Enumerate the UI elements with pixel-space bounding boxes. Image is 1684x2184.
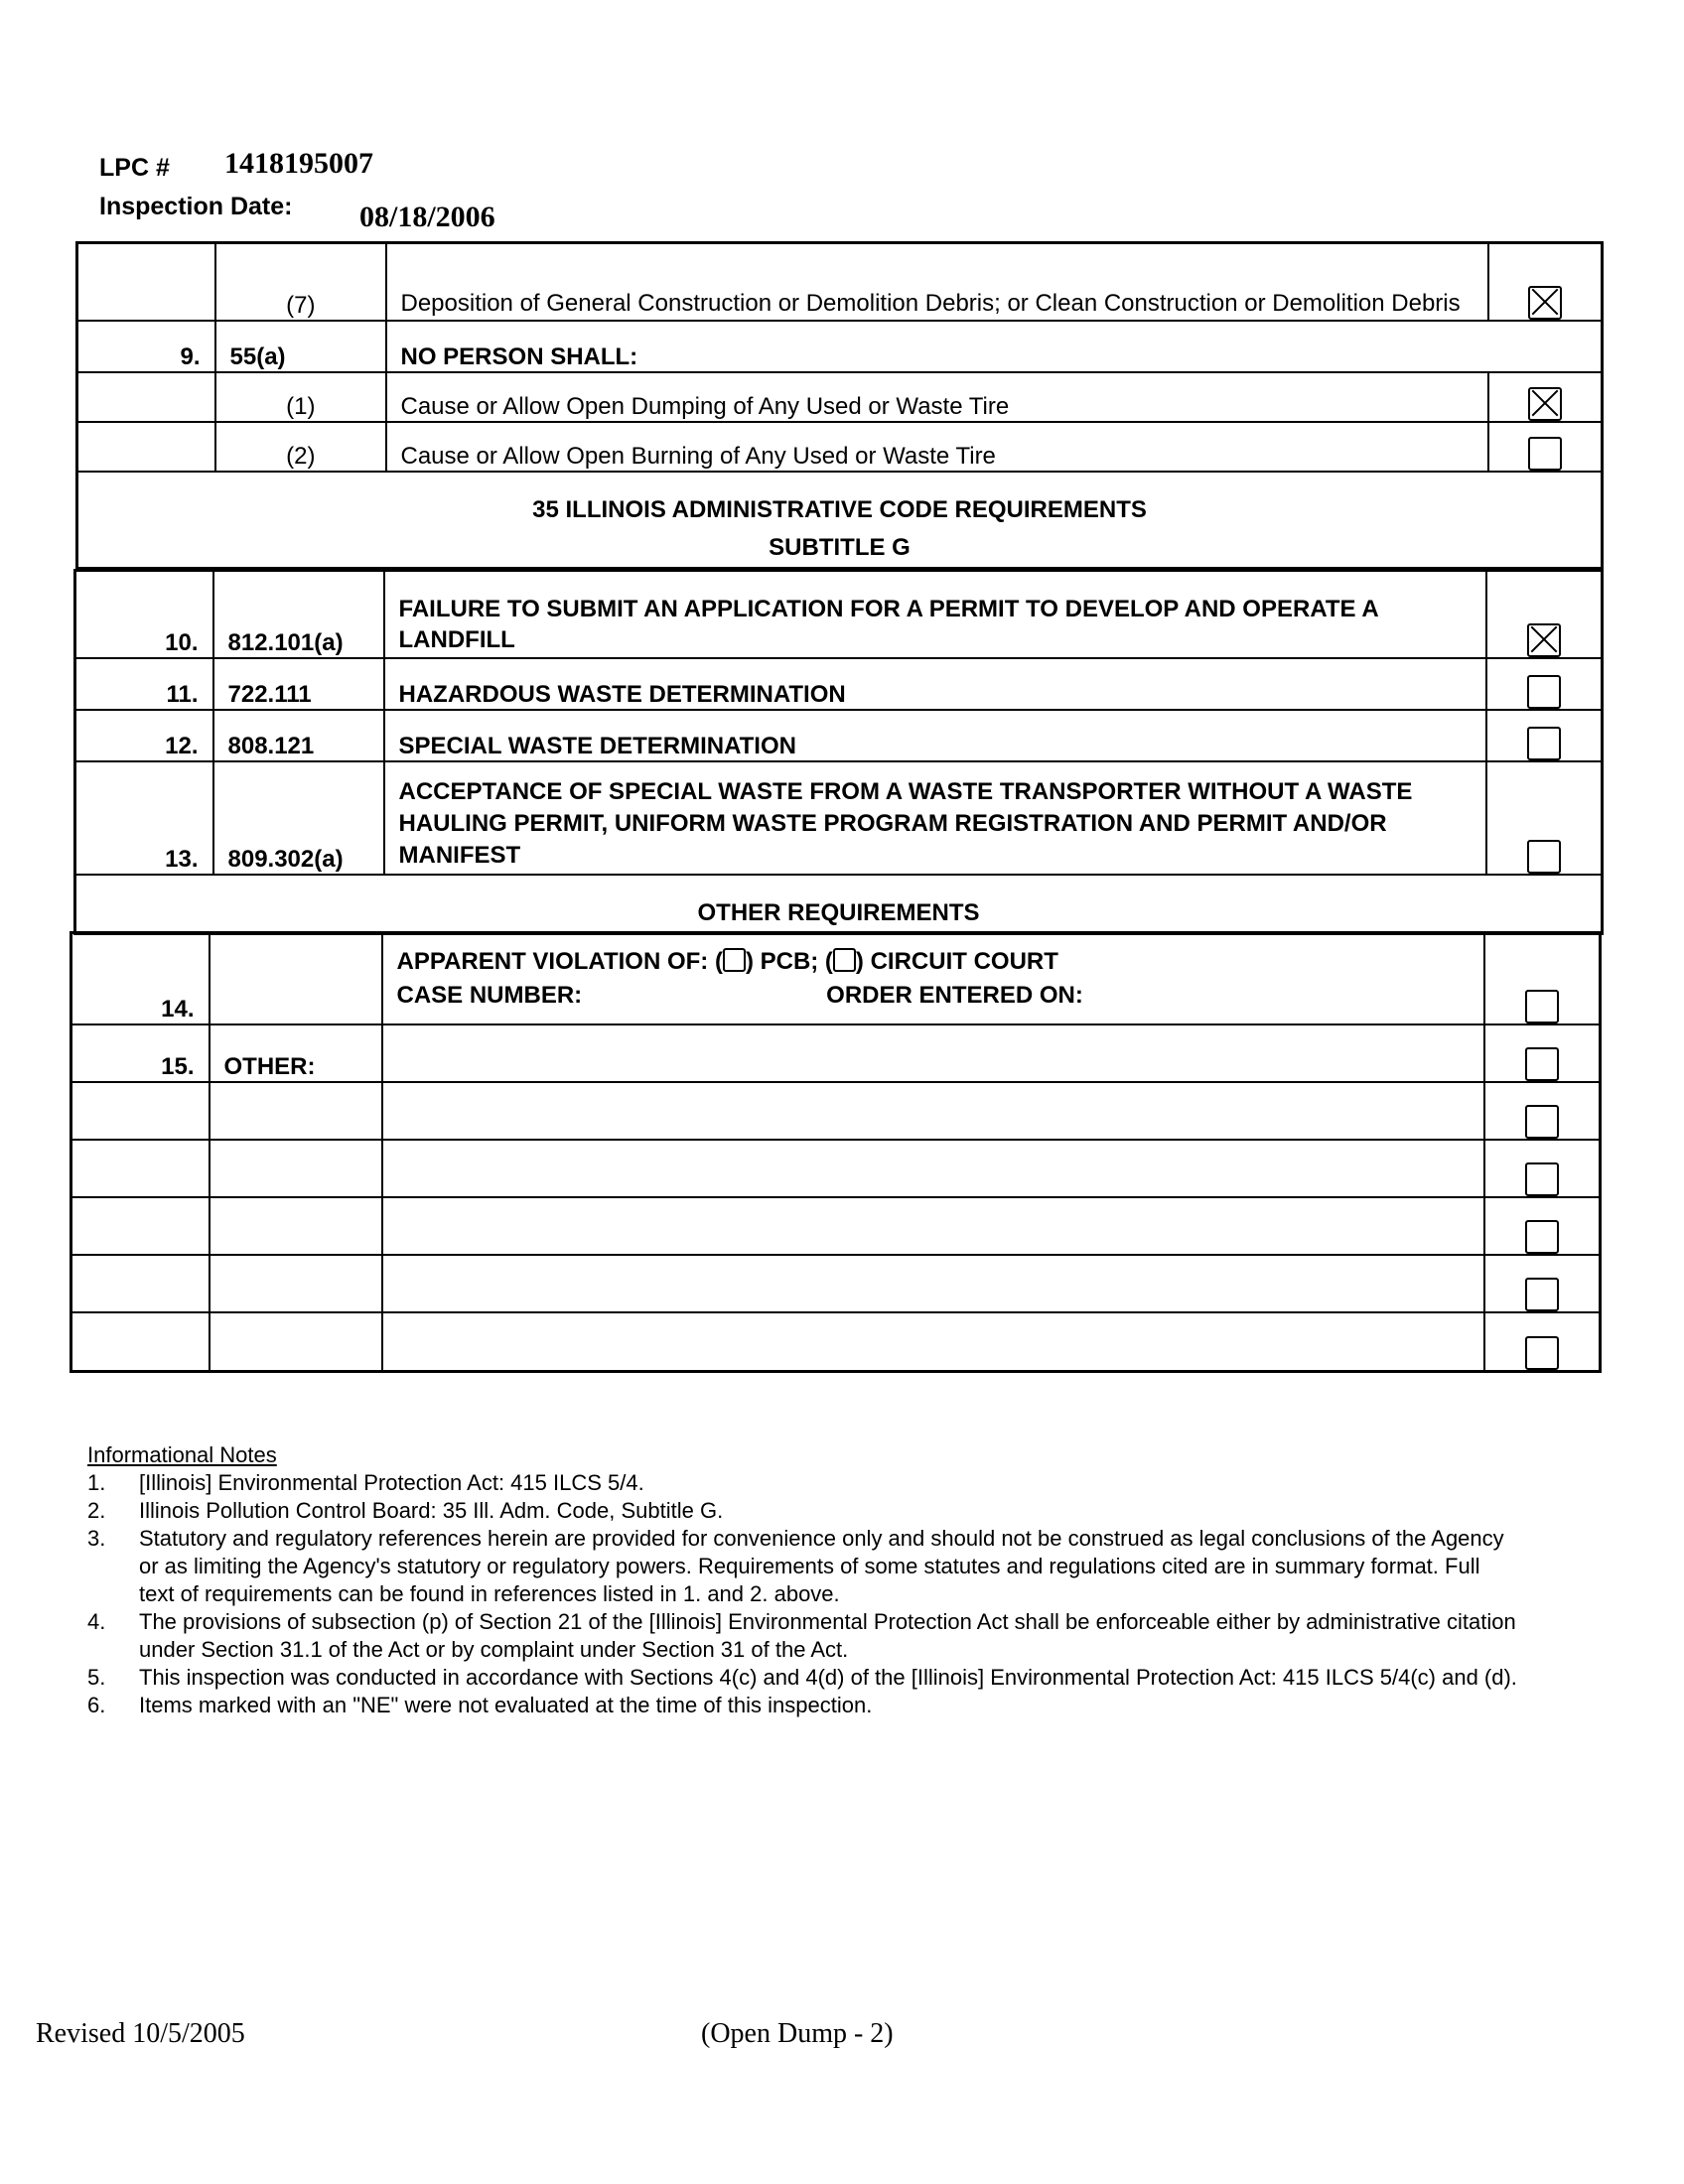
unchecked-checkbox[interactable] [1525,1162,1559,1196]
note-number: 3. [87,1526,106,1551]
unchecked-checkbox[interactable] [1527,840,1561,874]
other-requirements-table [70,931,1602,1373]
item-number [71,1140,210,1197]
item-number [77,243,215,321]
note-number: 4. [87,1609,106,1634]
lpc-value: 1418195007 [224,147,373,180]
other-description-field[interactable] [382,1140,1484,1197]
apparent-violation-line [397,945,1470,979]
note-text: [Illinois] Environmental Protection Act: 415 ILCS 5/4. [139,1470,644,1495]
item-description: NO PERSON SHALL: [386,321,1603,372]
item-description: HAZARDOUS WASTE DETERMINATION [384,658,1486,710]
item-code: (1) [215,372,386,422]
unchecked-checkbox[interactable] [1525,1105,1559,1139]
table-row [71,1140,1601,1197]
note-item [87,1664,1517,1692]
unchecked-checkbox[interactable] [1525,1047,1559,1081]
item-code: (7) [215,243,386,321]
other-description-field[interactable] [382,1197,1484,1255]
item-number [71,1197,210,1255]
item-checkbox-cell [1484,1082,1601,1140]
item-checkbox-cell [1484,1024,1601,1082]
table-row [71,1312,1601,1372]
item-checkbox-cell [1486,658,1603,710]
section-heading-subtitle-g [77,472,1603,569]
item-code: OTHER: [210,1024,382,1082]
item-number: 10. [75,571,213,658]
note-item [87,1692,1517,1719]
table-row [71,1255,1601,1312]
unchecked-checkbox[interactable] [1528,437,1562,471]
pcb-checkbox[interactable] [723,948,746,972]
pcb-label: ) PCB; ( [745,947,833,975]
item-number [71,1312,210,1372]
item-number: 14. [71,933,210,1024]
item-checkbox-cell [1486,710,1603,761]
item-code [210,1082,382,1140]
unchecked-checkbox[interactable] [1527,727,1561,760]
note-text: This inspection was conducted in accordance with Sections 4(c) and 4(d) of the [Illinois] Environmental Protection Act: 415 ILCS 5/4(c) and (d). [139,1665,1517,1690]
item-checkbox-cell [1484,1140,1601,1197]
case-number-label: CASE NUMBER: [396,981,583,1009]
item-description: ACCEPTANCE OF SPECIAL WASTE FROM A WASTE TRANSPORTER WITHOUT A WASTE HAULING PERMIT, UNIFORM WASTE PROGRAM REGISTRATION AND PERMIT AND/OR MANIFEST [384,761,1486,875]
informational-notes [87,1441,1517,1719]
item-description: FAILURE TO SUBMIT AN APPLICATION FOR A PERMIT TO DEVELOP AND OPERATE A LANDFILL [384,571,1486,658]
table-row [71,1024,1601,1082]
table-row [75,571,1603,658]
item-code [210,1312,382,1372]
table-row [77,372,1603,422]
table-row [75,761,1603,875]
note-text: Illinois Pollution Control Board: 35 Ill. Adm. Code, Subtitle G. [139,1498,724,1523]
table-row [71,1082,1601,1140]
checked-checkbox[interactable] [1528,387,1562,421]
item-description [382,933,1484,1024]
item-number [71,1082,210,1140]
note-text: Items marked with an "NE" were not evaluated at the time of this inspection. [139,1693,873,1717]
item-code [210,1255,382,1312]
item-checkbox-cell [1486,571,1603,658]
other-description-field[interactable] [382,1082,1484,1140]
item-number: 11. [75,658,213,710]
lpc-label: LPC # [99,154,170,182]
section-heading-other: OTHER REQUIREMENTS [75,875,1603,934]
section-heading-row [77,472,1603,569]
unchecked-checkbox[interactable] [1525,1278,1559,1311]
item-description: Cause or Allow Open Burning of Any Used or Waste Tire [386,422,1488,472]
table-row [71,933,1601,1024]
note-item [87,1608,1517,1664]
note-number: 5. [87,1665,106,1690]
item-description: Deposition of General Construction or Demolition Debris; or Clean Construction or Demolition Debris [386,243,1488,321]
item-number: 15. [71,1024,210,1082]
admin-code-table [73,569,1604,935]
order-entered-label: ORDER ENTERED ON: [826,981,1083,1009]
item-checkbox-cell [1484,933,1601,1024]
unchecked-checkbox[interactable] [1525,1336,1559,1370]
revised-date: Revised 10/5/2005 [36,2018,245,2049]
item-checkbox-cell [1484,1255,1601,1312]
table-row [77,321,1603,372]
table-row [75,658,1603,710]
item-code: 809.302(a) [213,761,384,875]
note-item [87,1469,1517,1497]
item-number: 9. [77,321,215,372]
unchecked-checkbox[interactable] [1525,990,1559,1024]
circuit-court-checkbox[interactable] [833,948,856,972]
case-line [397,979,1470,1013]
unchecked-checkbox[interactable] [1525,1220,1559,1254]
circuit-court-label: ) CIRCUIT COURT [855,947,1058,975]
item-checkbox-cell [1486,761,1603,875]
note-item [87,1525,1517,1608]
notes-title: Informational Notes [87,1442,277,1467]
item-number: 13. [75,761,213,875]
other-description-field[interactable] [382,1312,1484,1372]
item-description: SPECIAL WASTE DETERMINATION [384,710,1486,761]
note-text: Statutory and regulatory references herein are provided for convenience only and should not be construed as legal conclusions of the Agency or as limiting the Agency's statutory or regulatory powers. Requirements of some statutes and regulations cited are in summary format. Full text of requirements can be found in references listed in 1. and 2. above. [139,1526,1504,1606]
table-row [75,710,1603,761]
item-number: 12. [75,710,213,761]
act-requirements-table [75,241,1604,570]
item-checkbox-cell [1484,1312,1601,1372]
checked-checkbox[interactable] [1527,623,1561,657]
item-number [77,422,215,472]
other-description-field[interactable] [382,1255,1484,1312]
checked-checkbox[interactable] [1528,286,1562,320]
item-code [210,1197,382,1255]
inspection-date-value: 08/18/2006 [359,201,495,233]
item-checkbox-cell [1488,422,1603,472]
unchecked-checkbox[interactable] [1527,675,1561,709]
table-row [71,1197,1601,1255]
page-label: (Open Dump - 2) [701,2018,894,2049]
note-text: The provisions of subsection (p) of Section 21 of the [Illinois] Environmental Protection Act shall be enforceable either by administrative citation under Section 31.1 of the Act or by complaint under Section 31 of the Act. [139,1609,1516,1662]
item-code [210,933,382,1024]
note-number: 2. [87,1498,106,1523]
item-number [71,1255,210,1312]
apparent-violation-text: APPARENT VIOLATION OF: ( [396,947,723,975]
item-code: 55(a) [215,321,386,372]
item-code: 722.111 [213,658,384,710]
section-heading-row [75,875,1603,934]
table-row [77,243,1603,321]
item-number [77,372,215,422]
item-code: 808.121 [213,710,384,761]
item-description: Cause or Allow Open Dumping of Any Used or Waste Tire [386,372,1488,422]
item-checkbox-cell [1484,1197,1601,1255]
table-row [77,422,1603,472]
note-number: 1. [87,1470,106,1495]
inspection-date-label: Inspection Date: [99,193,293,220]
note-number: 6. [87,1693,106,1717]
item-code: 812.101(a) [213,571,384,658]
item-code: (2) [215,422,386,472]
note-item [87,1497,1517,1525]
item-checkbox-cell [1488,243,1603,321]
section-heading-line: SUBTITLE G [769,534,911,561]
other-description-field[interactable] [382,1024,1484,1082]
section-heading-line: 35 ILLINOIS ADMINISTRATIVE CODE REQUIREMENTS [532,496,1147,523]
item-checkbox-cell [1488,372,1603,422]
item-code [210,1140,382,1197]
